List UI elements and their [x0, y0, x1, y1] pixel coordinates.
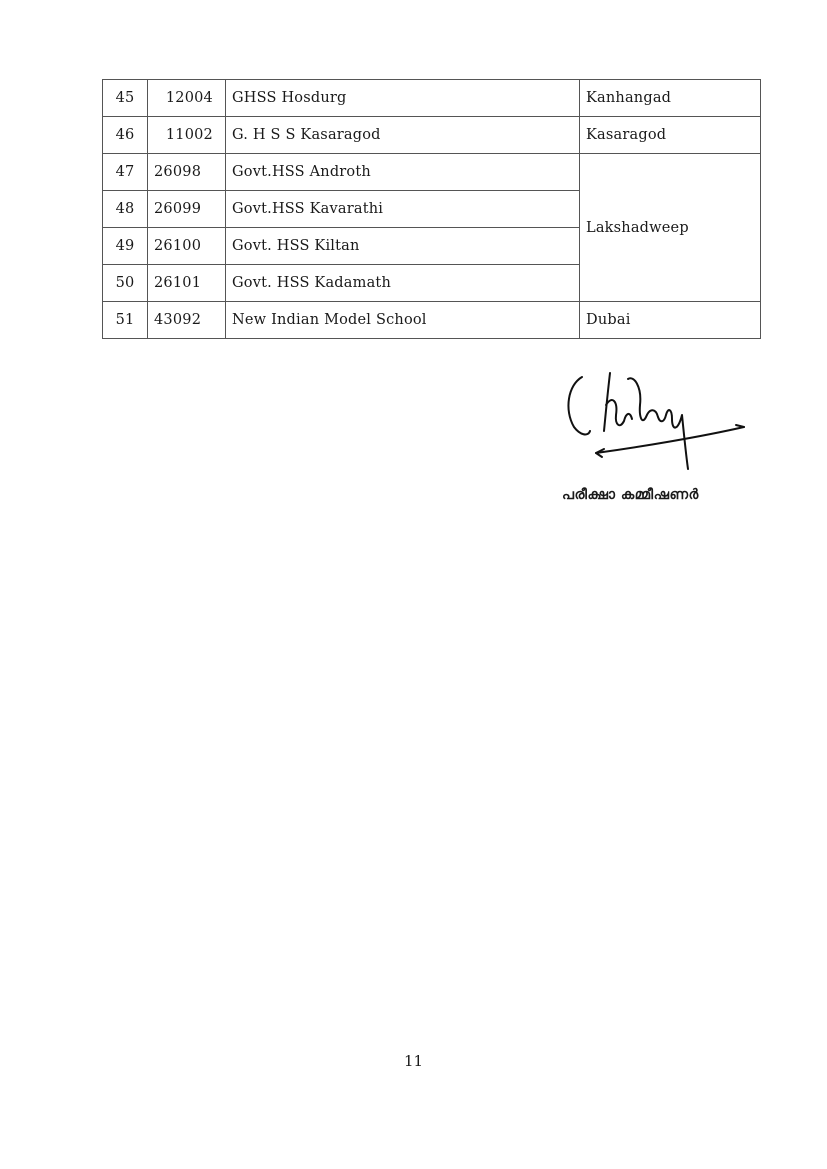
school-code: 12004	[148, 80, 226, 117]
school-place: Dubai	[580, 302, 761, 339]
designation-label: പരീക്ഷാ കമ്മീഷണർ	[562, 487, 699, 503]
school-name: Govt. HSS Kiltan	[226, 228, 580, 265]
school-place: Kanhangad	[580, 80, 761, 117]
table-row	[103, 80, 761, 117]
school-name: Govt.HSS Kavarathi	[226, 191, 580, 228]
page-number: 11	[403, 1052, 424, 1070]
serial-number: 50	[103, 265, 148, 302]
school-list-table	[102, 79, 761, 339]
serial-number: 46	[103, 117, 148, 154]
school-name: New Indian Model School	[226, 302, 580, 339]
serial-number: 48	[103, 191, 148, 228]
school-code: 26099	[148, 191, 226, 228]
school-code: 43092	[148, 302, 226, 339]
school-place: Kasaragod	[580, 117, 761, 154]
school-name: Govt. HSS Kadamath	[226, 265, 580, 302]
table-row	[103, 117, 761, 154]
school-code: 26098	[148, 154, 226, 191]
table-row	[103, 154, 761, 191]
serial-number: 49	[103, 228, 148, 265]
serial-number: 51	[103, 302, 148, 339]
school-name: Govt.HSS Androth	[226, 154, 580, 191]
serial-number: 47	[103, 154, 148, 191]
school-code: 26101	[148, 265, 226, 302]
school-code: 26100	[148, 228, 226, 265]
serial-number: 45	[103, 80, 148, 117]
signature-image	[560, 365, 750, 475]
table-row	[103, 302, 761, 339]
school-place-merged: Lakshadweep	[580, 154, 761, 302]
school-name: GHSS Hosdurg	[226, 80, 580, 117]
school-name: G. H S S Kasaragod	[226, 117, 580, 154]
school-code: 11002	[148, 117, 226, 154]
